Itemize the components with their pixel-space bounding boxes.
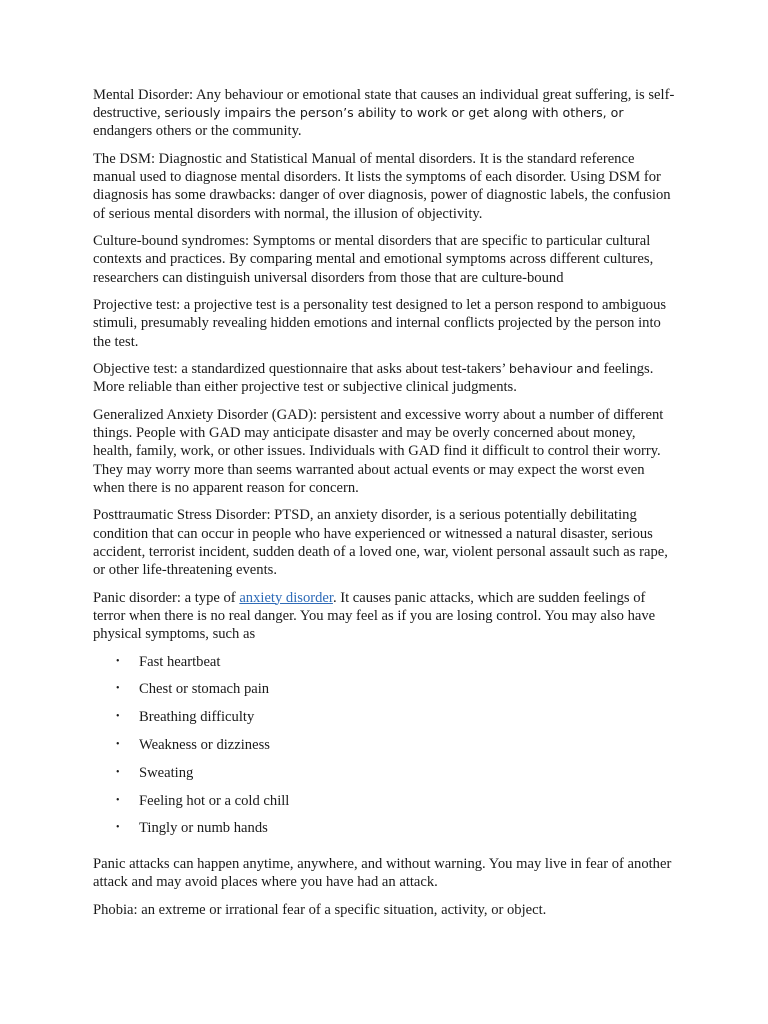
list-item	[93, 792, 678, 820]
list-item-text: Feeling hot or a cold chill	[139, 792, 290, 809]
paragraph-text: Objective test: a standardized questionnaire that asks about test-takers’	[93, 361, 509, 378]
bullet-icon: •	[116, 711, 120, 723]
paragraph-text: Mental Disorder: Any behaviour or emotional state that causes an individual great suffering, is self-destructive,	[93, 87, 675, 122]
paragraph-text-alt-font: behaviour and	[508, 361, 600, 377]
paragraph-phobia: Phobia: an extreme or irrational fear of a specific situation, activity, or object.	[93, 901, 547, 918]
paragraph-text: endangers others or the community.	[93, 123, 302, 140]
document-page	[93, 86, 678, 929]
paragraph-culture-bound: Culture-bound syndromes: Symptoms or mental disorders that are specific to particular cultural contexts and practices. By comparing mental and emotional symptoms across different cultures, researchers can distinguish universal disorders from those that are culture-bound	[93, 233, 654, 286]
list-item	[93, 680, 678, 708]
paragraph-text: Panic disorder: a type of	[93, 589, 240, 606]
paragraph-gad: Generalized Anxiety Disorder (GAD): persistent and excessive worry about a number of different things. People with GAD may anticipate disaster and may be overly concerned about money, health, family, work, or other issues. Individuals with GAD find it difficult to control their worry. They may worry more than seems warranted about actual events or may expect the worst even when there is no apparent reason for concern.	[93, 407, 664, 496]
paragraph-ptsd: Posttraumatic Stress Disorder: PTSD, an anxiety disorder, is a serious potentially debilitating condition that can occur in people who have experienced or witnessed a natural disaster, serious accident, terrorist incident, sudden death of a loved one, war, violent personal assault such as rape, or other life-threatening events.	[93, 507, 668, 579]
paragraph-mental-disorder	[93, 86, 678, 141]
list-item-text: Weakness or dizziness	[139, 737, 270, 753]
list-item	[93, 764, 678, 792]
paragraph-panic-disorder	[93, 589, 678, 644]
bullet-icon: •	[116, 739, 120, 750]
bullet-icon: •	[116, 766, 120, 778]
list-item	[93, 653, 678, 681]
list-item	[93, 736, 678, 764]
bullet-icon: •	[116, 683, 120, 695]
symptom-list	[93, 653, 678, 848]
list-item-text: Fast heartbeat	[139, 653, 221, 670]
paragraph-text: . It causes panic attacks, which are sudden feelings of terror when there is no real danger. You may feel as if you are losing control. You may also have physical symptoms, such as	[93, 589, 656, 643]
bullet-icon: •	[116, 655, 120, 667]
list-item-text: Tingly or numb hands	[139, 820, 268, 837]
bullet-icon: •	[116, 822, 120, 834]
anxiety-disorder-link[interactable]: anxiety disorder	[239, 589, 333, 606]
paragraph-objective-test	[93, 360, 678, 396]
list-item-text: Breathing difficulty	[139, 709, 255, 726]
list-item-text: Chest or stomach pain	[139, 681, 270, 698]
list-item	[93, 819, 678, 847]
paragraph-text: feelings. More reliable than either projective test or subjective clinical judgments.	[93, 361, 654, 396]
list-item	[93, 708, 678, 736]
paragraph-text-alt-font: seriously impairs the person’s ability to work or get along with others, or	[164, 105, 624, 121]
list-item-text: Sweating	[139, 764, 194, 781]
paragraph-panic-attacks: Panic attacks can happen anytime, anywhere, and without warning. You may live in fear of another attack and may avoid places where you have had an attack.	[93, 856, 672, 891]
bullet-icon: •	[116, 794, 120, 806]
paragraph-projective-test: Projective test: a projective test is a personality test designed to let a person respond to ambiguous stimuli, presumably revealing hidden emotions and internal conflicts projected by the person into the test.	[93, 297, 667, 350]
paragraph-dsm: The DSM: Diagnostic and Statistical Manual of mental disorders. It is the standard reference manual used to diagnose mental disorders. It lists the symptoms of each disorder. Using DSM for diagnosis has some drawbacks: danger of over diagnosis, power of diagnostic labels, the confusion of serious mental disorders with normal, the illusion of objectivity.	[93, 151, 671, 222]
